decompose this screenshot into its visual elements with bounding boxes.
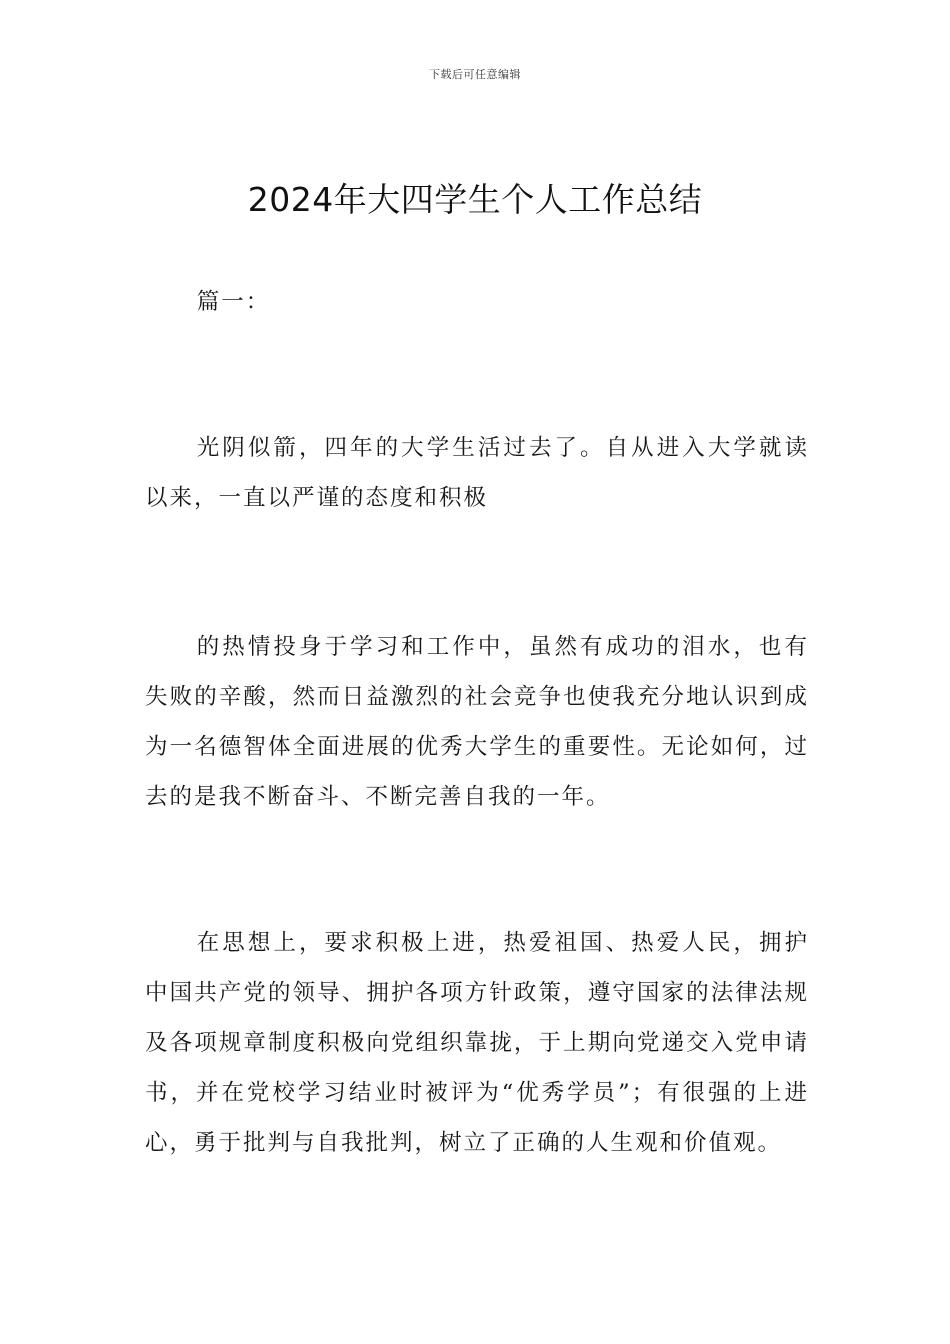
body-paragraph-1: 光阴似箭，四年的大学生活过去了。自从进入大学就读以来，一直以严谨的态度和积极 (145, 435, 809, 511)
page-header-note: 下载后可任意编辑 (429, 68, 521, 81)
body-paragraph-2: 的热情投身于学习和工作中，虽然有成功的泪水，也有失败的辛酸，然而日益激烈的社会竞争也使我充分地认识到成为一名德智体全面进展的优秀大学生的重要性。无论如何，过去的是我不断奋斗、不断完善自我的一年。 (145, 634, 809, 810)
document-title: 2024年大四学生个人工作总结 (247, 180, 703, 219)
body-paragraph-3: 在思想上，要求积极上进，热爱祖国、热爱人民，拥护中国共产党的领导、拥护各项方针政策，遵守国家的法律法规及各项规章制度积极向党组织靠拢，于上期向党递交入党申请书，并在党校学习结业时被评为“优秀学员”；有很强的上进心，勇于批判与自我批判，树立了正确的人生观和价值观。 (145, 930, 809, 1156)
section-label: 篇一： (196, 289, 271, 315)
